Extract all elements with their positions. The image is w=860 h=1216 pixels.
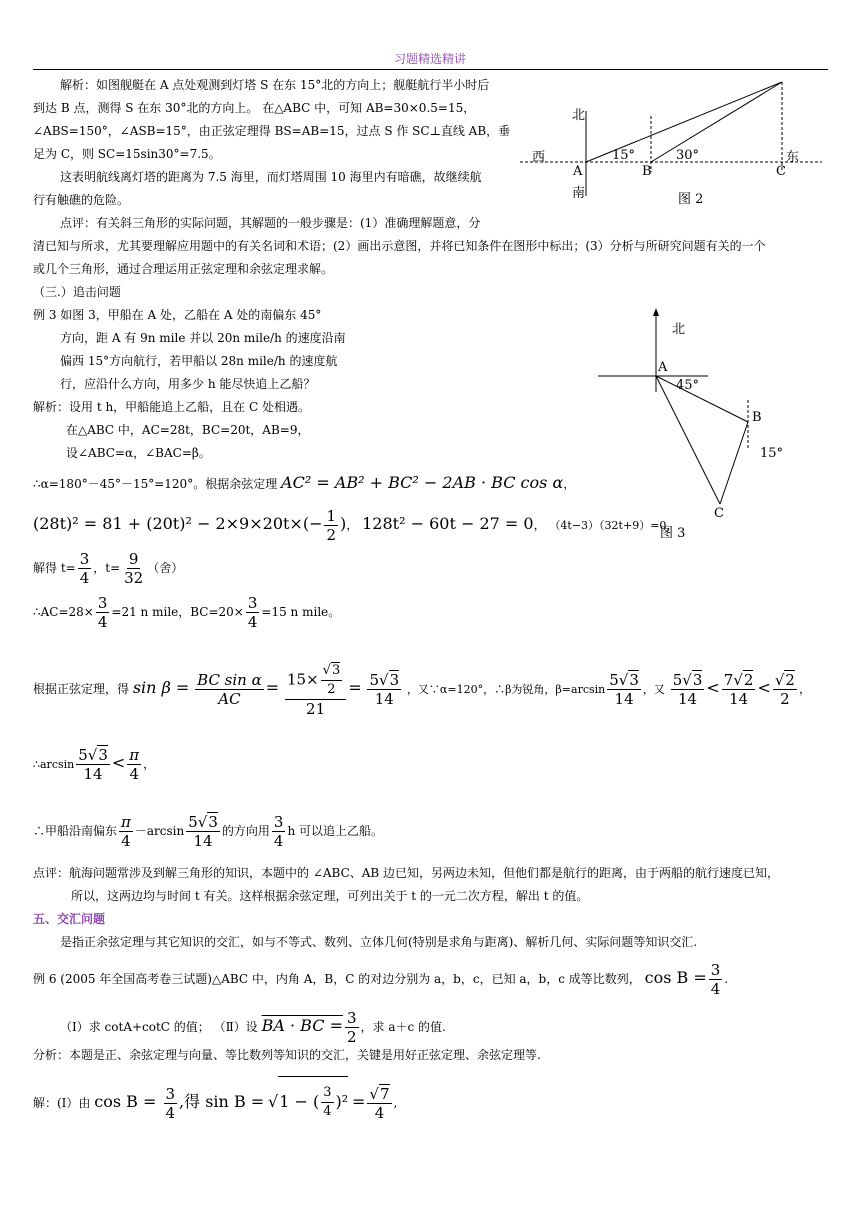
sine-law-mid2: ，又: [642, 683, 665, 696]
para1-line4: 足为 C，则 SC=15sin30°=7.5。: [33, 147, 221, 161]
fig2-point-c: C: [776, 164, 786, 179]
section5-intro: 是指正余弦定理与其它知识的交汇，如与不等式、数列、立体几何(特别是求角与距离)、解析几何、实际问题等知识交汇.: [60, 935, 698, 949]
fig2-point-b: B: [642, 164, 652, 179]
fig3-point-c: C: [714, 506, 724, 521]
fig3-north: 北: [672, 322, 686, 337]
solution6-line: 解：(Ⅰ）由 cos B = $\frac{3}{4}$ ,得 sin B = √1 − ( $\frac{3}{4}$ )² = $\frac{√7}{4}$ ,: [33, 1076, 397, 1128]
para1-line2: 到达 B 点，测得 S 在东 30°北的方向上。 在△ABC 中，可知 AB=30×0.5=15，: [33, 101, 476, 115]
sine-law-mid: ，又∵α=120°，∴β为锐角，β=arcsin: [406, 683, 606, 696]
quadratic-factored: （4t−3）（32t+9）=0，: [549, 519, 678, 532]
quadratic-line: (28t)² = 81 + (20t)² − 2×9×20t×(− $\frac{1}{2}$ )， 128t² − 60t − 27 = 0， （4t−3）（32t+9）=0，: [33, 507, 678, 544]
solution6-sin: ,得 sin B =: [179, 1092, 265, 1111]
final-mid: －arcsin: [134, 824, 185, 838]
solution-line3: 设∠ABC=α，∠BAC=β。: [66, 446, 211, 460]
solution-line1: 解析：设用 t h，甲船能追上乙船，且在 C 处相遇。: [33, 400, 310, 414]
example3-line3: 偏西 15°方向航行，若甲船以 28n mile/h 的速度航: [60, 354, 338, 368]
arcsin-prefix: ∴arcsin: [33, 758, 75, 771]
solution6-cos: cos B =: [94, 1092, 162, 1111]
fig2-south: 南: [572, 186, 586, 201]
fig2-point-a: A: [573, 164, 583, 179]
cosine-law-line: ∴α=180°－45°－15°=120°。根据余弦定理 AC² = AB² + BC² − 2AB · BC cos α，: [33, 473, 576, 492]
cosine-law-formula: AC² = AB² + BC² − 2AB · BC cos α: [281, 473, 564, 492]
example3-line1: 例 3 如图 3，甲船在 A 处，乙船在 A 处的南偏东 45°: [33, 308, 322, 322]
section-heading-5: 五、交汇问题: [33, 912, 106, 926]
figure-3-diagram: [598, 300, 828, 540]
solve-t-line: 解得 t= $\frac{3}{4}$ ，t= $\frac{9}{32}$ （舍）: [33, 550, 184, 587]
solution6-prefix: 解：(Ⅰ）由: [33, 1096, 91, 1110]
arcsin-line: ∴arcsin $\frac{5√3}{14}$ < $\frac{\pi}{4}$ ，: [33, 746, 156, 783]
sine-law-line: 根据正弦定理，得 sin β = $\frac{\text{BC sin α}}{AC}$ = 15× $\frac{√3}{2}$ 21 = $\frac{5√3}{14}$ ，又∵α=120°，∴β为锐角，β=arcsin $\frac{5√3}{14}$ ，又 $\frac{5√3}{14}$ < $\frac{7√2}{14}$ < $\frac{√2}{2}$ ，: [33, 662, 811, 718]
para3-line3: 或几个三角形，通过合理运用正弦定理和余弦定理求解。: [33, 262, 334, 276]
question-text: （Ⅰ）求 cotA+cotC 的值； （Ⅱ）设: [60, 1020, 258, 1034]
sine-law-prefix: 根据正弦定理，得: [33, 682, 130, 696]
final-suffix: h 可以追上乙船。: [287, 824, 383, 838]
page-header: 习题精选精讲: [393, 52, 466, 66]
bc-value: =15 n mile。: [261, 605, 341, 619]
para3-line1: 点评：有关斜三角形的实际问题，其解题的一般步骤是：(1）准确理解题意，分: [60, 216, 481, 230]
final-mid2: 的方向用: [221, 824, 270, 838]
para2-line1: 这表明航线离灯塔的距离为 7.5 海里，而灯塔周围 10 海里内有暗礁，故继续航: [60, 170, 482, 184]
final-prefix: ∴甲船沿南偏东: [33, 824, 118, 838]
quadratic-equation: 128t² − 60t − 27 = 0: [362, 514, 534, 533]
example3-line4: 行，应沿什么方向，用多少 h 能尽快追上乙船？: [60, 377, 316, 391]
figure-3: [598, 300, 828, 540]
para1-line3: ∠ABS=150°，∠ASB=15°，由正弦定理得 BS=AB=15，过点 S 作 SC⊥直线 AB，垂: [33, 124, 511, 138]
section-heading-3: （三.）追击问题: [33, 285, 121, 299]
example6-line: 例 6 (2005 年全国高考卷三试题)△ABC 中，内角 A，B，C 的对边分别为 a，b，c，已知 a，b，c 成等比数列， cos B = $\frac{3}{4}$ .: [33, 961, 729, 998]
example3-line2: 方向，距 A 有 9n mile 并以 20n mile/h 的速度沿南: [60, 331, 346, 345]
quadratic-expansion: (28t)² = 81 + (20t)² − 2×9×20t×(−: [33, 514, 323, 533]
para1-line1: 解析：如图舰艇在 A 点处观测到灯塔 S 在东 15°北的方向上；舰艇航行半小时后: [60, 78, 490, 92]
ac-value: =21 n mile，BC=20×: [111, 605, 244, 619]
final-answer-line: ∴甲船沿南偏东 $\frac{\pi}{4}$ －arcsin $\frac{5√3}{14}$ 的方向用 $\frac{3}{4}$ h 可以追上乙船。: [33, 813, 383, 850]
question-end: ，求 a＋c 的值.: [360, 1020, 446, 1034]
example6-cos: cos B =: [644, 968, 707, 987]
solution-line2: 在△ABC 中，AC=28t，BC=20t，AB=9，: [66, 423, 310, 437]
fig2-north: 北: [572, 108, 586, 123]
solve-t-suffix: （舍）: [147, 561, 184, 575]
vector-product: BA · BC =: [261, 1016, 343, 1035]
fig3-angle-15: 15°: [760, 446, 784, 461]
fig3-point-b: B: [752, 410, 762, 425]
example6-text: 例 6 (2005 年全国高考卷三试题)△ABC 中，内角 A，B，C 的对边分别为 a，b，c，已知 a，b，c 成等比数列，: [33, 972, 641, 986]
fig2-west: 西: [532, 150, 546, 165]
fig2-angle-15: 15°: [612, 148, 636, 163]
comment-line1: 点评：航海问题常涉及到解三角形的知识，本题中的 ∠ABC、AB 边已知，另两边未知，但他们都是航行的距离，由于两船的航行速度已知，: [33, 866, 780, 880]
fig3-caption: 图 3: [660, 526, 686, 541]
solve-t-prefix: 解得 t=: [33, 561, 76, 575]
fig3-point-a: A: [658, 360, 668, 375]
fig2-angle-30: 30°: [676, 148, 700, 163]
fig3-angle-45: 45°: [676, 378, 700, 393]
para2-line2: 行有触礁的危险。: [33, 193, 130, 207]
para3-line2: 清已知与所求，尤其要理解应用题中的有关名词和术语；(2）画出示意图，并将已知条件在图形中标出；(3）分析与所研究问题有关的一个: [33, 239, 766, 253]
ac-prefix: ∴AC=28×: [33, 605, 94, 619]
analysis-line: 分析：本题是正、余弦定理与向量、等比数列等知识的交汇，关键是用好正弦定理、余弦定理等.: [33, 1048, 541, 1062]
ac-bc-line: ∴AC=28× $\frac{3}{4}$ =21 n mile，BC=20× $\frac{3}{4}$ =15 n mile。: [33, 594, 341, 631]
header-divider: [33, 69, 828, 70]
figure-2: [520, 76, 830, 216]
fig2-caption: 图 2: [678, 192, 704, 207]
cosine-law-prefix: ∴α=180°－45°－15°=120°。根据余弦定理: [33, 477, 278, 491]
solve-t-mid: ，t=: [93, 561, 121, 575]
question-line: （Ⅰ）求 cotA+cotC 的值； （Ⅱ）设 BA · BC = $\frac{3}{2}$ ，求 a＋c 的值.: [60, 1009, 446, 1046]
figure-2-diagram: [520, 76, 830, 216]
fig2-east: 东: [786, 150, 800, 165]
comment-line2: 所以，这两边均与时间 t 有关。这样根据余弦定理，可列出关于 t 的一元二次方程，解出 t 的值。: [71, 889, 589, 903]
